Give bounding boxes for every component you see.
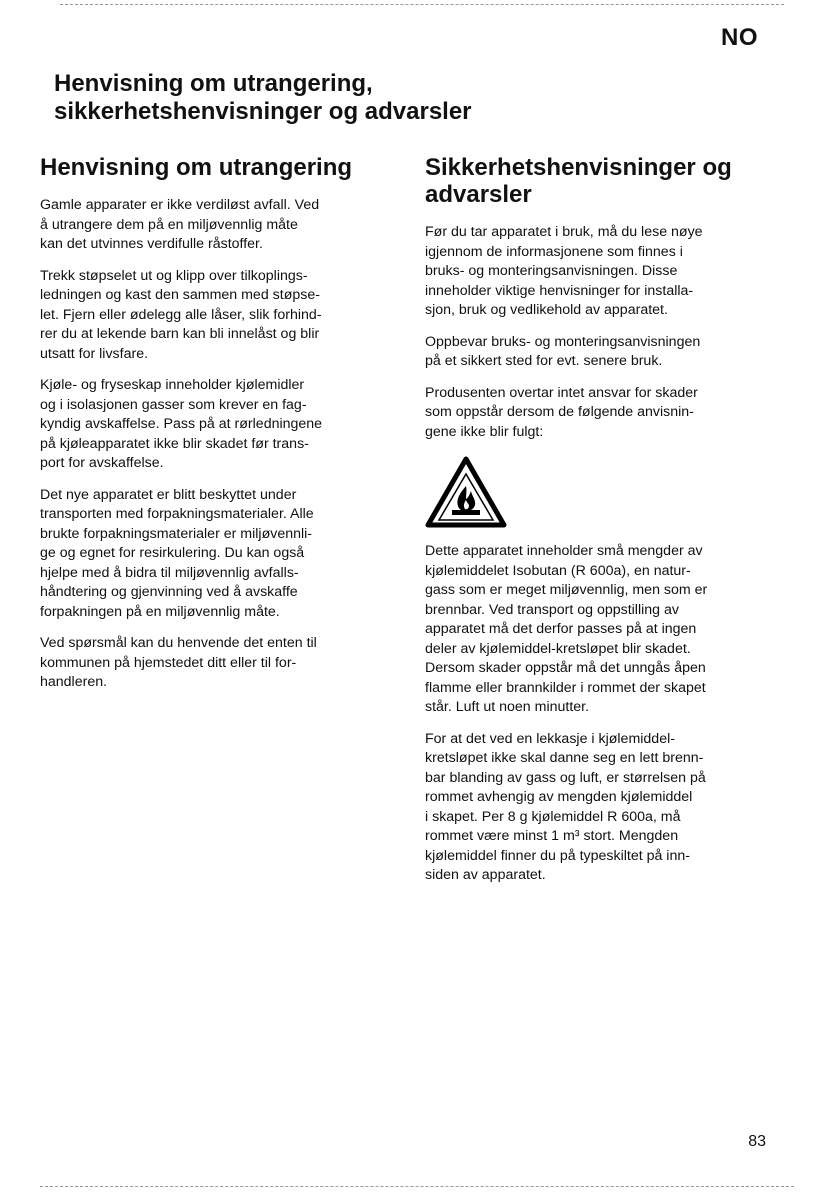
safety-title-line-1: Sikkerhetshenvisninger og [425,154,732,181]
scan-bottom-edge [40,1186,794,1187]
disposal-paragraph-2: Trekk støpselet ut og klipp over tilkoplings- ledningen og kast den sammen med støpse- let. Fjern eller ødelegg alle låser, slik forhind- rer du at lekende barn kan bli innelåst og blir utsatt for livsfare. [40,267,322,362]
safety-paragraph-2: Oppbevar bruks- og monteringsanvisningen på et sikkert sted for evt. senere bruk. [425,333,701,369]
page-number: 83 [748,1133,766,1150]
disposal-paragraph-5: Ved spørsmål kan du henvende det enten til kommunen på hjemstedet ditt eller til for- handleren. [40,635,317,690]
safety-paragraph-5: For at det ved en lekkasje i kjølemiddel- kretsløpet ikke skal danne seg en lett brenn- bar blanding av gass og luft, er størrelsen på rommet avhengig av mengden kjølemiddel i skapet. Per 8 g kjølemiddel R 600a, må rommet være minst 1 m³ stort. Mengden kjølemiddel finner du på typeskiltet på inn- siden av apparatet. [425,730,706,883]
disposal-section [40,154,370,705]
language-code: NO [721,24,758,51]
safety-paragraph-1: Før du tar apparatet i bruk, må du lese nøye igjennom de informasjonene som finnes i bruks- og monteringsanvisningen. Disse inneholder viktige henvisninger for installa- sjon, bruk og vedlikehold av apparatet. [425,224,703,318]
disposal-paragraph-4: Det nye apparatet er blitt beskyttet under transporten med forpakningsmaterialer. Alle brukte forpakningsmaterialer er miljøvennli- ge og egnet for resirkulering. Du kan også hjelpe med å bidra til miljøvennlig avfalls- håndtering og gjenvinning ved å avskaffe forpakningen på en miljøvennlig måte. [40,486,314,620]
disposal-paragraph-3: Kjøle- og fryseskap inneholder kjølemidler og i isolasjonen gasser som krever en fag- kyndig avskaffelse. Pass på at rørledningene på kjøleapparatet ikke blir skadet før trans- port for avskaffelse. [40,377,323,471]
page-title [54,70,614,126]
page-title-line-2: sikkerhetshenvisninger og advarsler [54,98,472,125]
safety-paragraph-4: Dette apparatet inneholder små mengder av kjølemiddelet Isobutan (R 600a), en natur- gass som er meget miljøvennlig, men som er brennbar. Ved transport og oppstilling av apparatet må det derfor passes på at ingen deler av kjølemiddel-kretsløpet blir skadet. Dersom skader oppstår må det unngås åpen flamme eller brannkilder i rommet der skapet står. Luft ut noen minutter. [425,543,708,715]
safety-section [425,154,765,898]
scan-top-edge [60,4,784,5]
disposal-section-title: Henvisning om utrangering [40,154,353,181]
page-title-line-1: Henvisning om utrangering, [54,70,373,97]
safety-title-line-2: advarsler [425,181,532,208]
disposal-paragraph-1: Gamle apparater er ikke verdiløst avfall. Ved å utrangere dem på en miljøvennlig måte kan det utvinnes verdifulle råstoffer. [40,197,320,252]
safety-section-title [425,154,765,208]
flammable-warning-triangle-icon [425,456,507,528]
safety-paragraph-3: Produsenten overtar intet ansvar for skader som oppstår dersom de følgende anvisnin- gene ikke blir fulgt: [425,384,698,440]
